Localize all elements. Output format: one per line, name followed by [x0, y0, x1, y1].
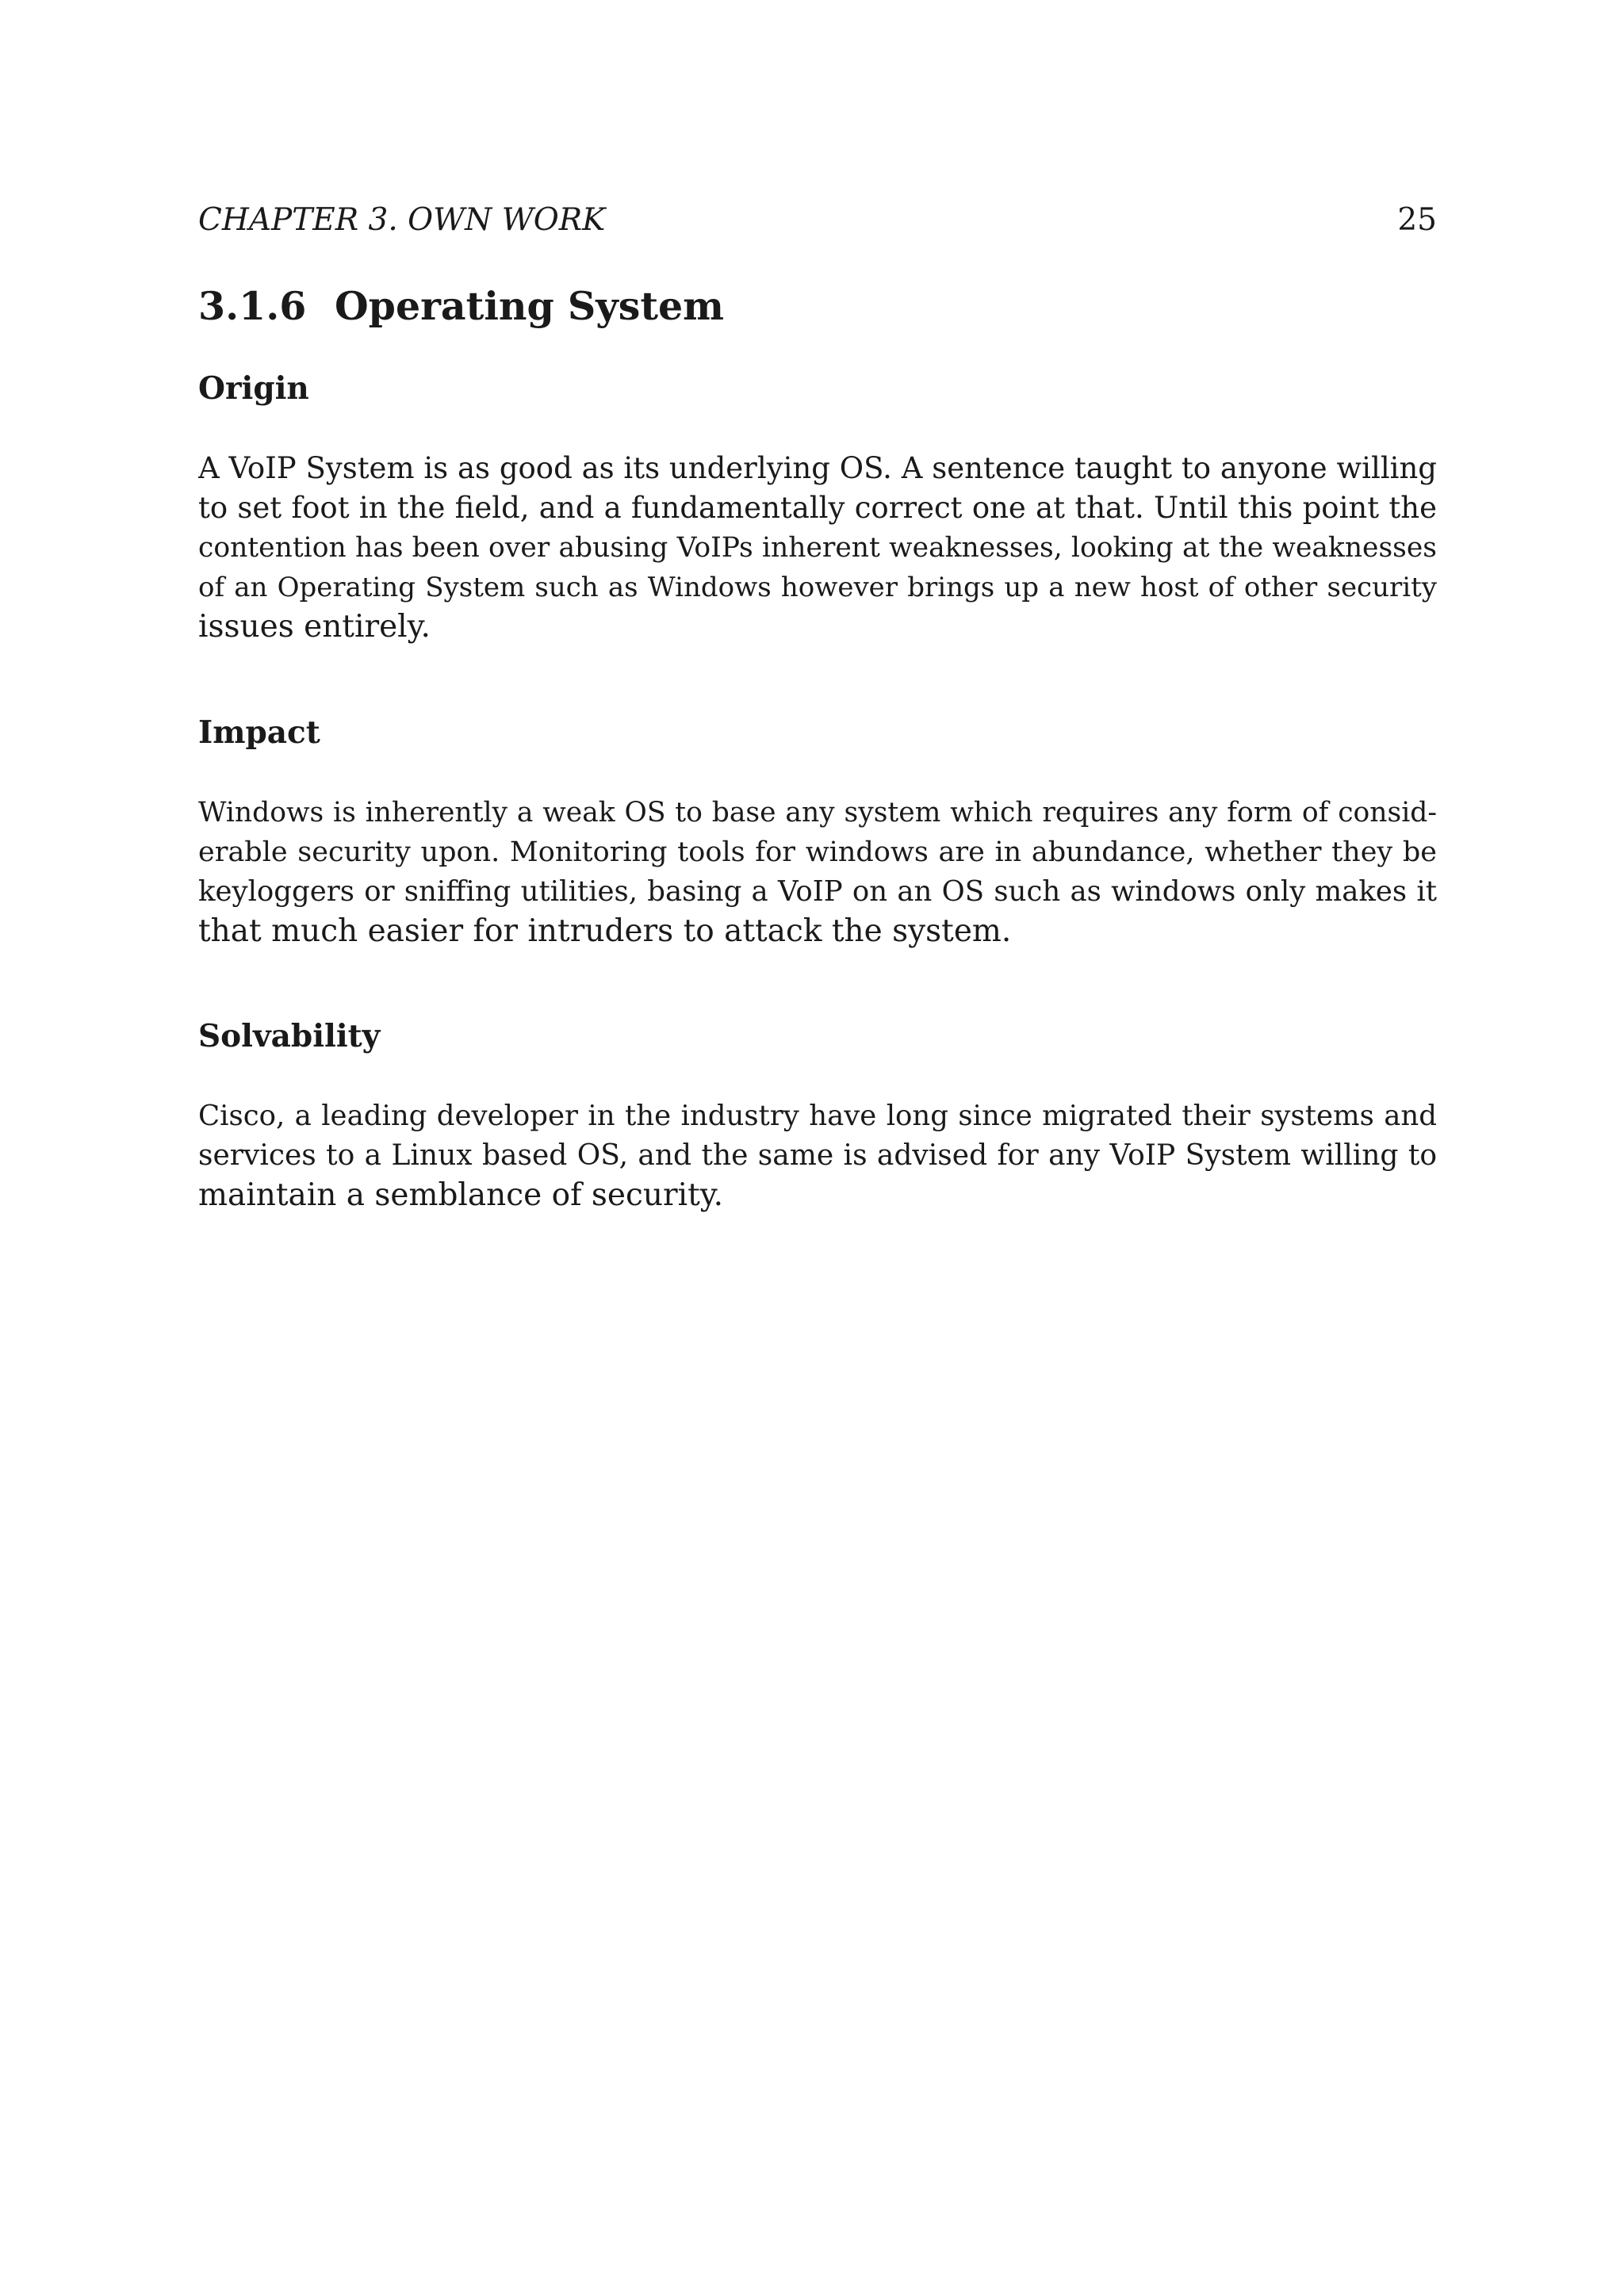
paragraph-impact: [198, 793, 1437, 951]
chapter-label: CHAPTER 3. OWN WORK: [198, 202, 606, 238]
section-title-text: Operating System: [335, 283, 724, 329]
subsection-heading-origin: Origin: [198, 370, 309, 407]
paragraph-line: Windows is inherently a weak OS to base any system which requires any form of consid-: [198, 797, 1437, 828]
paragraph-line: keyloggers or sniffing utilities, basing a VoIP on an OS such as windows only makes it: [198, 875, 1437, 908]
paragraph-line: A VoIP System is as good as its underlying OS. A sentence taught to anyone willing: [198, 451, 1437, 485]
page-number: 25: [1397, 202, 1437, 238]
paragraph-line: of an Operating System such as Windows however brings up a new host of other security: [198, 572, 1437, 603]
paragraph-line: erable security upon. Monitoring tools for windows are in abundance, whether they be: [198, 836, 1437, 868]
paragraph-origin: [198, 449, 1437, 647]
paragraph-solvability: [198, 1096, 1437, 1215]
paragraph-line: Cisco, a leading developer in the industry have long since migrated their systems and: [198, 1100, 1437, 1132]
paragraph-line: services to a Linux based OS, and the same is advised for any VoIP System willing to: [198, 1139, 1437, 1172]
paragraph-line: that much easier for intruders to attack the system.: [198, 913, 1012, 949]
section-number: 3.1.6: [198, 283, 307, 329]
paragraph-line: to set foot in the field, and a fundamentally correct one at that. Until this point the: [198, 491, 1437, 525]
subsection-heading-solvability: Solvability: [198, 1018, 381, 1054]
paragraph-line: maintain a semblance of security.: [198, 1177, 723, 1213]
section-title: [198, 281, 724, 331]
paragraph-line: contention has been over abusing VoIPs inherent weaknesses, looking at the weaknesses: [198, 532, 1437, 564]
running-header: [198, 200, 1437, 241]
paragraph-line: issues entirely.: [198, 609, 431, 645]
subsection-heading-impact: Impact: [198, 714, 320, 751]
